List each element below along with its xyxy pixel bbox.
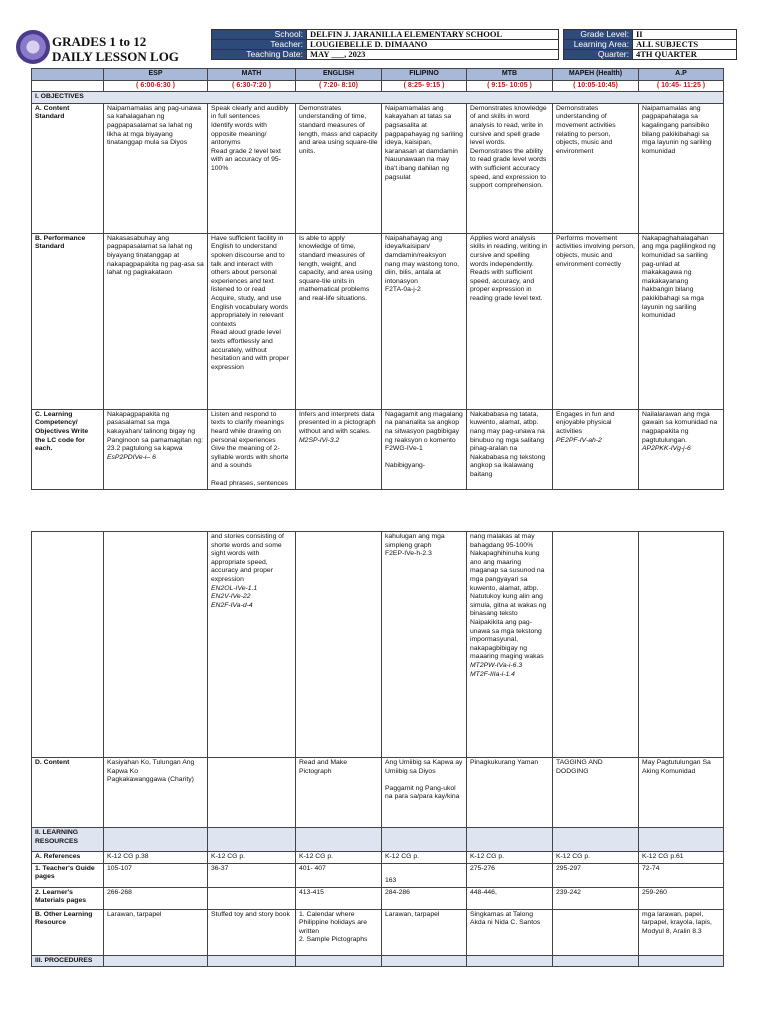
- continuation-mtb: [467, 532, 553, 758]
- competency-esp-text: Nakapagpapakita ng pasasalamat sa mga kakayahan/ talinong bigay ng Panginoon sa pamamagitan ng: 23.2 pagtulong sa kapwa: [107, 410, 203, 453]
- content-standard-mtb: Demonstrates knowledge of and skills in word analysis to read, write in cursive and spell grade level words. Demonstrates the ability to read grade level words with sufficient accuracy speed, and expression to support comprehension.: [467, 103, 553, 233]
- competency-esp: [104, 409, 208, 489]
- content-standard-english: Demonstrates understanding of time, standard measures of length, mass and capacity and area using square-tile units.: [296, 103, 382, 233]
- header-title-line1: GRADES 1 to 12: [52, 34, 147, 49]
- learning-resources-heading: II. LEARNING RESOURCES: [32, 828, 104, 852]
- performance-standard-mapeh: Performs movement activities involving person, objects, music and environment correctly: [553, 233, 639, 409]
- performance-standard-ap: Nakapaghahalagahan ang mga paglilingkod ng komunidad sa sariling pag-unlad at makakagawa ng makakayanang hakbangin bilang pakikibahagi sa mga layunin ng sariling komunidad: [639, 233, 724, 409]
- competency-english-text: Infers and interprets data presented in a pictograph without and with scales.: [299, 410, 376, 435]
- references-filipino: K-12 CG p.: [382, 852, 467, 864]
- competency-english-code: M2SP-IVi-3.2: [299, 436, 340, 444]
- performance-standard-label: B. Performance Standard: [32, 233, 104, 409]
- performance-standard-row: [32, 233, 724, 409]
- teachers-guide-row: [32, 863, 724, 887]
- other-resources-math: Stuffed toy and story book: [208, 909, 296, 955]
- school-info-table: [211, 29, 559, 60]
- learners-materials-esp: 266-268: [104, 887, 208, 909]
- corner-cell: [32, 69, 104, 81]
- references-mtb: K-12 CG p.: [467, 852, 553, 864]
- learners-materials-english: 413-415: [296, 887, 382, 909]
- content-filipino: Ang Umiibig sa Kapwa ay Umiibig sa Diyos Paggamit ng Pang-ukol na para sa/para kay/kina: [382, 758, 467, 828]
- other-resources-ap: mga larawan, papel, tarpapel, krayola, lapis, Modyul 8, Aralin 8.3: [639, 909, 724, 955]
- continuation-ap: [639, 532, 724, 758]
- procedures-heading: III. PROCEDURES: [32, 955, 104, 967]
- time-math: ( 6:30-7:20 ): [208, 80, 296, 92]
- competency-ap-code: AP2PKK-IVg-j-6: [642, 445, 691, 453]
- subject-filipino: FILIPINO: [382, 69, 467, 81]
- competency-mtb: Nakababasa ng tatata, kuwento, alamat, atbp. nang may pag-unawa na binubuo ng mga salitang pinag-aralan na Nakababasa ng tekstong angkop sa ikalawang baitang: [467, 409, 553, 489]
- learners-materials-filipino: 284-286: [382, 887, 467, 909]
- teachers-guide-filipino: 163: [382, 863, 467, 887]
- content-standard-mapeh: Demonstrates understanding of movement activities relating to person, objects, music and environment: [553, 103, 639, 233]
- continuation-mapeh: [553, 532, 639, 758]
- teachers-guide-esp: 105-107: [104, 863, 208, 887]
- time-mapeh: ( 10:05-10:45): [553, 80, 639, 92]
- school-label: School:: [212, 30, 307, 40]
- quarter-label: Quarter:: [564, 50, 633, 60]
- lesson-log-table-part1: [31, 68, 724, 490]
- competency-label: C. Learning Competency/ Objectives Write the LC code for each.: [32, 409, 104, 489]
- teachers-guide-math: 36-37: [208, 863, 296, 887]
- content-math: [208, 758, 296, 828]
- competency-mapeh: [553, 409, 639, 489]
- content-standard-label: A. Content Standard: [32, 103, 104, 233]
- performance-standard-english: Is able to apply knowledge of time, standard measures of length, weight, and capacity, and area using square-tile units in mathematical problems and real-life situations.: [296, 233, 382, 409]
- other-resources-mapeh: [553, 909, 639, 955]
- performance-standard-mtb: Applies word analysis skills in reading, writing in cursive and spelling words independently. Reads with sufficient speed, accuracy, and proper expression in reading grade level text.: [467, 233, 553, 409]
- learners-materials-label: 2. Learner's Materials pages: [32, 887, 104, 909]
- other-resources-label: B. Other Learning Resource: [32, 909, 104, 955]
- learners-materials-mtb: 448-446,: [467, 887, 553, 909]
- subject-ap: A.P: [639, 69, 724, 81]
- performance-standard-math: Have sufficient facility in English to understand spoken discourse and to talk and interact with others about personal experiences and text listened to or read Acquire, study, and use English vocabulary words appropriately in relevant contexts Read aloud grade level texts effortlessly and accurately, without hesitation and with proper expression: [208, 233, 296, 409]
- content-row: [32, 758, 724, 828]
- references-label: A. References: [32, 852, 104, 864]
- subject-mtb: MTB: [467, 69, 553, 81]
- competency-ap-text: Nailalarawan ang mga gawain sa komunidad na nagpapakita ng pagtutulungan.: [642, 410, 718, 444]
- continuation-mtb-code-1: MT2PW-IVa-i-6.3: [470, 661, 523, 669]
- continuation-label-cell: [32, 532, 104, 758]
- content-standard-math: Speak clearly and audibly in full sentences Identify words with opposite meaning/ antonyms Read grade 2 level text with an accuracy of 95-100%: [208, 103, 296, 233]
- area-value: ALL SUBJECTS: [633, 40, 737, 50]
- other-resources-esp: Larawan, tarpapel: [104, 909, 208, 955]
- other-resources-row: [32, 909, 724, 955]
- continuation-math-code-1: EN2OL-IVe-1.1: [211, 584, 258, 592]
- content-mapeh: TAGGING AND DODGING: [553, 758, 639, 828]
- content-standard-filipino: Naipamamalas ang kakayahan at tatas sa pagsasalita at pagpapahayag ng sariling ideya, kaisipan, karanasan at damdamin Nauunawaan na may iba't ibang dahilan ng pagsulat: [382, 103, 467, 233]
- competency-math: Listen and respond to texts to clarify meanings heard while drawing on personal experiences Give the meaning of 2-syllable words with shorte and a sounds Read phrases, sentences: [208, 409, 296, 489]
- continuation-math-text: and stories consisting of shorte words and some sight words with appropriate speed, accuracy and proper expression: [211, 533, 284, 583]
- time-row: [32, 80, 724, 92]
- other-resources-english: 1. Calendar where Philippine holidays are written 2. Sample Pictographs: [296, 909, 382, 955]
- teachers-guide-mapeh: 295-297: [553, 863, 639, 887]
- competency-ap: [639, 409, 724, 489]
- lesson-log-table-part2: [31, 531, 724, 967]
- continuation-math: [208, 532, 296, 758]
- subject-mapeh: MAPEH (Health): [553, 69, 639, 81]
- references-row: [32, 852, 724, 864]
- objectives-heading: I. OBJECTIVES: [32, 92, 724, 104]
- content-mtb: Pinagkukurang Yaman: [467, 758, 553, 828]
- teachers-guide-ap: 72-74: [639, 863, 724, 887]
- competency-mapeh-text: Engages in fun and enjoyable physical activities: [556, 410, 615, 435]
- subject-english: ENGLISH: [296, 69, 382, 81]
- competency-continuation-row: [32, 532, 724, 758]
- continuation-esp: [104, 532, 208, 758]
- references-math: K-12 CG p.: [208, 852, 296, 864]
- time-esp: ( 6:00-6:30 ): [104, 80, 208, 92]
- time-mtb: ( 9:15- 10:05 ): [467, 80, 553, 92]
- content-standard-row: [32, 103, 724, 233]
- learners-materials-ap: 259-260: [639, 887, 724, 909]
- competency-mapeh-code: PE2PF-IV-ah-2: [556, 436, 602, 444]
- grade-label: Grade Level:: [564, 30, 633, 40]
- subject-esp: ESP: [104, 69, 208, 81]
- area-label: Learning Area:: [564, 40, 633, 50]
- time-corner-cell: [32, 80, 104, 92]
- subject-math: MATH: [208, 69, 296, 81]
- content-standard-esp: Naipamamalas ang pag-unawa sa kahalagahan ng pagpapasalamat sa lahat ng likha at mga biyayang tinatanggap mula sa Diyos: [104, 103, 208, 233]
- continuation-mtb-code-2: MT2F-IIIa-i-1.4: [470, 670, 515, 678]
- teacher-value: LOUGIEBELLE D. DIMAANO: [307, 40, 559, 50]
- continuation-math-code-3: EN2F-IVa-d-4: [211, 601, 253, 609]
- references-esp: K-12 CG p.38: [104, 852, 208, 864]
- references-ap: K-12 CG p.61: [639, 852, 724, 864]
- subject-header-row: [32, 69, 724, 81]
- date-label: Teaching Date:: [212, 50, 307, 60]
- content-ap: May Pagtutulungan Sa Aking Komunidad: [639, 758, 724, 828]
- competency-english: [296, 409, 382, 489]
- continuation-english: [296, 532, 382, 758]
- time-english: ( 7:20- 8:10): [296, 80, 382, 92]
- performance-standard-esp: Nakasasabuhay ang pagpapasalamat sa lahat ng biyayang tinatanggap at nakapagpapakita ng pag-asa sa lahat ng pagkakataon: [104, 233, 208, 409]
- other-resources-mtb: Singkamas at Talong Akda ni Nida C. Santos: [467, 909, 553, 955]
- performance-standard-filipino: Naipahahayag ang ideya/kaisipan/ damdamin/reaksyon nang may wastong tono, diin, bilis, antala at intonasyon F2TA-0a-j-2: [382, 233, 467, 409]
- competency-filipino: Nagagamit ang magalang na pananalita sa angkop na sitwasyon pagbibigay ng reaksyon o komento F2WG-IVe-1 Nabibigyang-: [382, 409, 467, 489]
- learning-resources-row: [32, 828, 724, 852]
- content-standard-ap: Naipamamalas ang pagpapahalaga sa kagalingang pansibiko bilang pakikibahagi sa mga layunin ng sariling komunidad: [639, 103, 724, 233]
- continuation-math-code-2: EN2V-IVe-22: [211, 593, 251, 601]
- grade-value: II: [633, 30, 737, 40]
- other-resources-filipino: Larawan, tarpapel: [382, 909, 467, 955]
- objectives-row: [32, 92, 724, 104]
- competency-row: [32, 409, 724, 489]
- content-label: D. Content: [32, 758, 104, 828]
- teachers-guide-label: 1. Teacher's Guide pages: [32, 863, 104, 887]
- header-title-line2: DAILY LESSON LOG: [52, 49, 179, 64]
- references-english: K-12 CG p.: [296, 852, 382, 864]
- continuation-mtb-text: nang malakas at may bahagdang 95-100% Nakapaghihinuha kung ano ang maaring maganap sa susunod na mga pangyayari sa kuwento, alamat, atbp. Natutukoy kung alin ang simula, gitna at wakas ng binasang teksto Naipakikita ang pag-unawa sa mga tekstong impormasyunal, nakapagbibigay ng maaaring maging wakas: [470, 533, 547, 661]
- continuation-filipino: kahulugan ang mga simpleng graph F2EP-IVe-h-2.3: [382, 532, 467, 758]
- competency-esp-code: EsP2PDIVe-i– 6: [107, 453, 156, 461]
- learners-materials-math: [208, 887, 296, 909]
- learners-materials-mapeh: 239-242: [553, 887, 639, 909]
- references-mapeh: K-12 CG p.: [553, 852, 639, 864]
- teachers-guide-english: 401- 407: [296, 863, 382, 887]
- procedures-row: [32, 955, 724, 967]
- quarter-value: 4TH QUARTER: [633, 50, 737, 60]
- learners-materials-row: [32, 887, 724, 909]
- time-filipino: ( 8:25- 9:15 ): [382, 80, 467, 92]
- deped-seal-icon: [16, 30, 50, 64]
- teacher-label: Teacher:: [212, 40, 307, 50]
- grade-info-table: [563, 29, 737, 60]
- teachers-guide-mtb: 275-276: [467, 863, 553, 887]
- time-ap: ( 10:45- 11:25 ): [639, 80, 724, 92]
- school-value: DELFIN J. JARANILLA ELEMENTARY SCHOOL: [307, 30, 559, 40]
- content-esp: Kasiyahan Ko, Tulungan Ang Kapwa Ko Pagkakawanggawa (Charity): [104, 758, 208, 828]
- date-value: MAY ___, 2023: [307, 50, 559, 60]
- content-english: Read and Make Pictograph: [296, 758, 382, 828]
